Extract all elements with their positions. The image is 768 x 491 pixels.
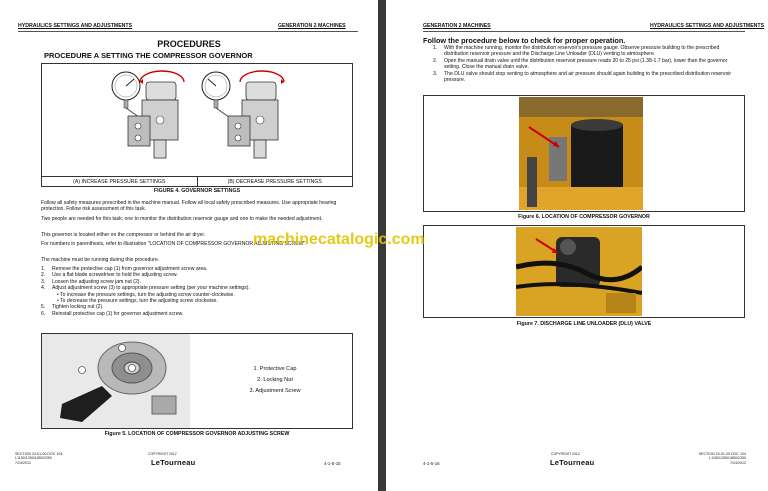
figure-7	[423, 225, 745, 318]
legend-adjustment-screw: 3. Adjustment Screw	[249, 388, 301, 394]
page-number-right: 4-1-5-16	[423, 461, 440, 466]
list-item: 2. Open the manual drain valve until the distribution reservoir pressure reads 20 to 25 psi (1.38-1.7 bar), lower than the governor setting. Close the manual drain valve.	[433, 57, 728, 71]
right-header-right: HYDRAULICS SETTINGS AND ADJUSTMENTS	[650, 23, 765, 29]
list-item: 6. Reinstall protective cap (1) for governor adjustment screw.	[41, 310, 184, 317]
bullet-item: • To decrease the pressure settings, turn the adjusting screw clockwise.	[57, 298, 218, 305]
right-header-left: GENERATION 2 MACHINES	[423, 23, 491, 29]
legend-locking-nut: 2. Locking Nut	[257, 377, 293, 383]
figure-4	[41, 63, 353, 187]
figure-5	[41, 333, 353, 429]
right-page	[386, 0, 768, 491]
dlu-valve-photo	[516, 227, 642, 316]
location-paragraph: This governor is located either on the compressor or behind the air dryer.	[41, 232, 206, 238]
list-item: 1. With the machine running, monitor the distribution reservoir's pressure gauge. Observe pressure building to the prescribed distribution reservoir pressure and the Discharge Line Unloader (DLU) venting to atmosphere.	[433, 45, 720, 58]
letourneau-logo: LeTourneau	[151, 458, 196, 467]
bullet-item: • To increase the pressure settings, turn the adjusting screw counter-clockwise.	[57, 291, 235, 298]
header-rule	[18, 31, 358, 32]
fig4-label-decrease: (B) DECREASE PRESSURE SETTINGS	[227, 179, 322, 185]
people-paragraph: Two people are needed for this task; one to monitor the distribution reservoir gauge and one to make the needed adjustment.	[41, 216, 323, 222]
figure-4-caption: FIGURE 4. GOVERNOR SETTINGS	[153, 188, 241, 194]
pressure-gauge-icon-2	[202, 72, 236, 122]
figure-5-legend	[200, 364, 350, 397]
footer-doc-info: SECTION 24-01-00.DOC 104 L1150/1350/1850/2350 7/24/2012	[15, 452, 63, 465]
page-number: 4-1-5-15	[324, 461, 341, 466]
safety-paragraph: Follow all safety measures prescribed in the machine manual. Follow all local safety prescribed measures. Use appropriate hearing protection. Follow risk assessment of this task.	[41, 200, 337, 213]
copyright: COPYRIGHT 2012	[148, 452, 177, 456]
governor-body-2	[228, 71, 284, 158]
list-item: 4. Adjust adjustment screw (3) to appropriate pressure setting (per your machine settings).	[41, 285, 250, 292]
copyright-right: COPYRIGHT 2012	[551, 452, 580, 456]
figure-6	[423, 95, 745, 212]
figure-7-caption: Figure 7. DISCHARGE LINE UNLOADER (DLU) VALVE	[516, 321, 652, 327]
footer-doc-info-right: SECTION 24-01-00.DOC 104 L1150/1350/1850/2350 7/24/2012	[698, 452, 746, 465]
legend-protective-cap: 1. Protective Cap	[253, 366, 297, 372]
header-rule-right	[423, 31, 745, 32]
figure-6-caption: Figure 6. LOCATION OF COMPRESSOR GOVERNOR	[518, 214, 650, 220]
compressor-governor-photo	[519, 97, 643, 210]
list-item: 3. Loosen the adjusting screw jam nut (2).	[41, 278, 141, 285]
governor-photo	[42, 334, 190, 428]
check-procedure-title: Follow the procedure below to check for proper operation.	[423, 36, 626, 45]
list-item: 3. The DLU valve should stop venting to atmosphere and air pressure should again building to the prescribed distribution reservoir pressure.	[433, 70, 732, 84]
procedure-steps	[41, 266, 353, 317]
left-header-right: GENERATION 2 MACHINES	[278, 23, 346, 29]
list-item: 2. Use a flat blade screwdriver to hold the adjusting screw.	[41, 272, 178, 279]
page-title: PROCEDURES	[157, 39, 221, 49]
reference-paragraph: For numbers in parenthesis, refer to illustration "LOCATION OF COMPRESSOR GOVERNOR ADJUSTING SCREW".	[41, 241, 307, 247]
procedure-subtitle: PROCEDURE A SETTING THE COMPRESSOR GOVERNOR	[44, 51, 253, 60]
governor-illustration	[42, 64, 352, 176]
letourneau-logo-right: LeTourneau	[550, 458, 595, 467]
running-paragraph: The machine must be running during this procedure.	[41, 257, 160, 263]
list-item: 5. Tighten locking nut (2).	[41, 304, 104, 311]
watermark: machinecatalogic.com	[253, 231, 425, 248]
figure-5-caption: Figure 5. LOCATION OF COMPRESSOR GOVERNOR ADJUSTING SCREW	[104, 431, 290, 437]
fig4-label-increase: (A) INCREASE PRESSURE SETTINGS	[42, 177, 198, 187]
left-header-left: HYDRAULICS SETTINGS AND ADJUSTMENTS	[18, 23, 133, 29]
check-steps	[433, 45, 733, 83]
list-item: 1. Remove the protective cap (1) from governor adjustment screw area.	[41, 266, 208, 272]
